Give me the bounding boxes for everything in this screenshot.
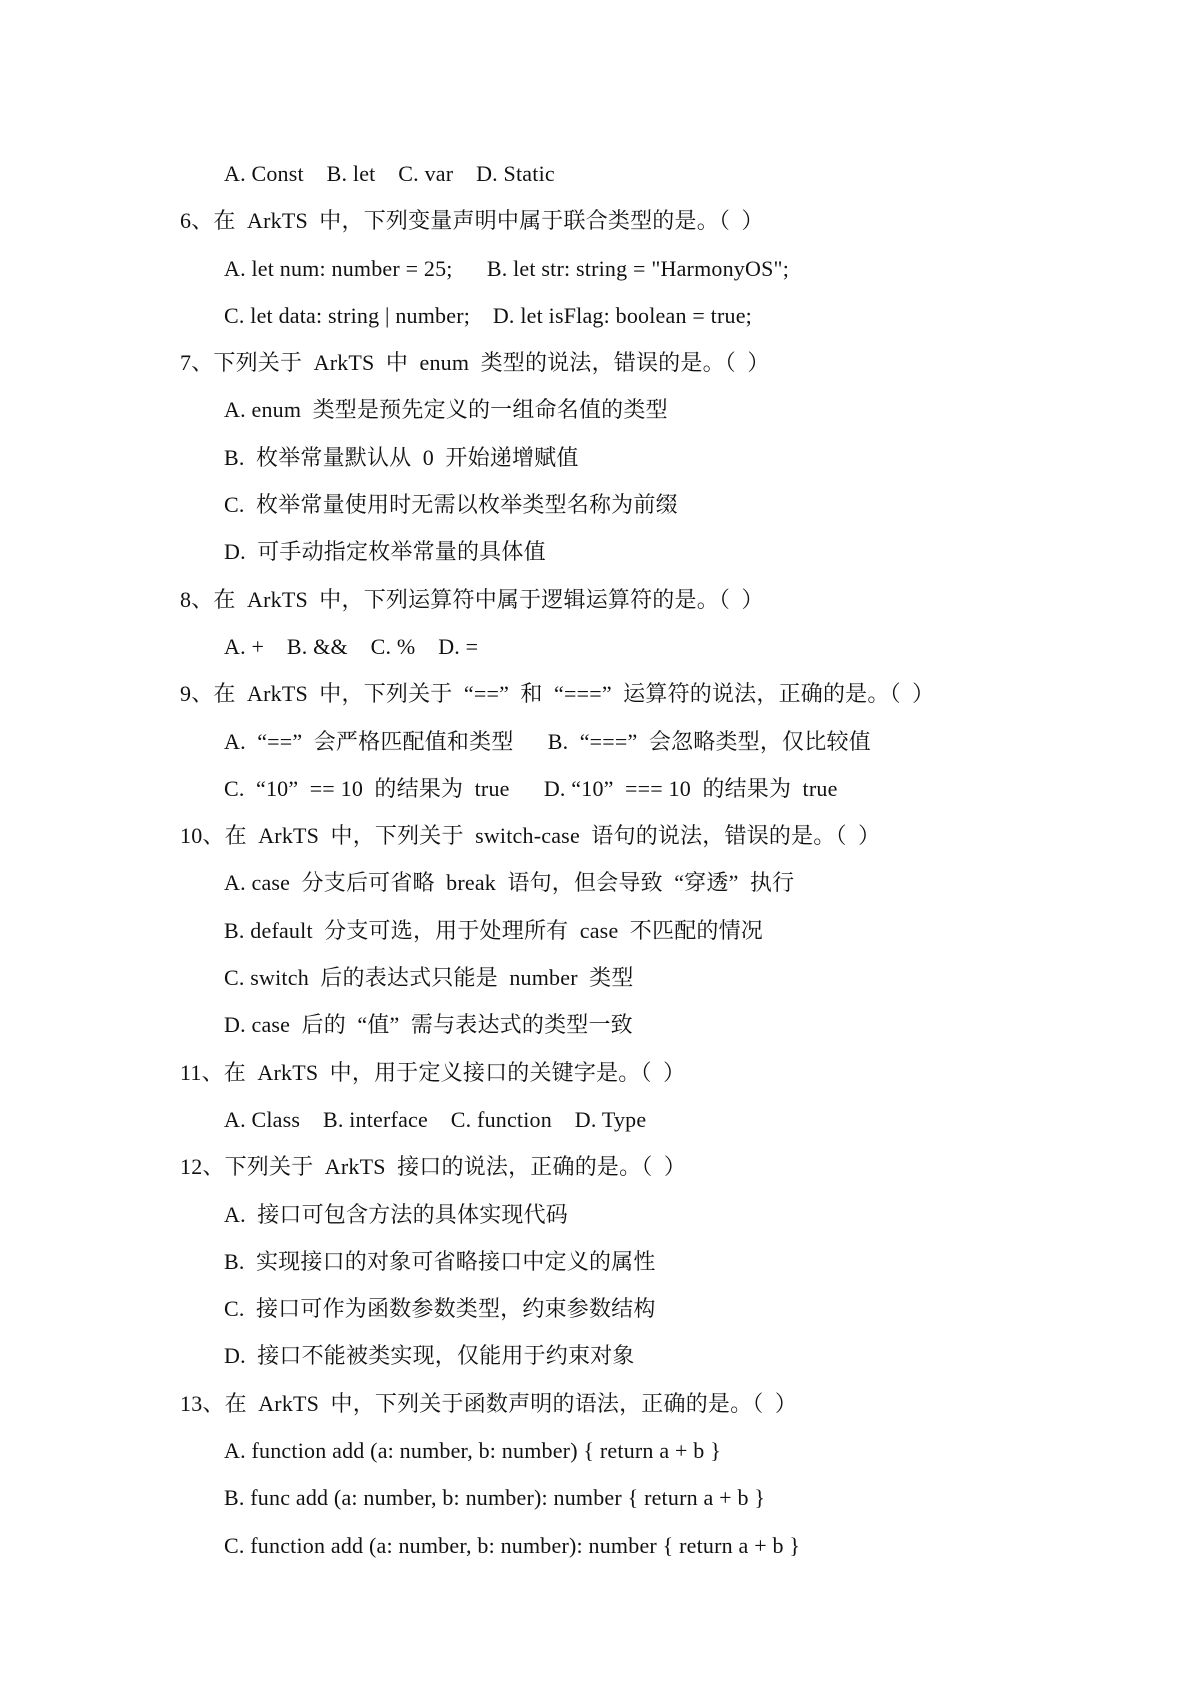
question-list (180, 150, 1080, 1569)
option-text: A. Const B. let C. var D. Static (224, 161, 555, 186)
question-text: 8、在 ArkTS 中，下列运算符中属于逻辑运算符的是。（ ） (180, 586, 764, 612)
option-text: C. function add (a: number, b: number): number { return a + b } (224, 1532, 801, 1558)
option-text: A. let num: number = 25; B. let str: string = "HarmonyOS"; (224, 255, 790, 281)
option-text: A. function add (a: number, b: number) { return a + b } (224, 1438, 721, 1464)
option-text: B. func add (a: number, b: number): number { return a + b } (224, 1485, 766, 1511)
question-text: 12、下列关于 ArkTS 接口的说法，正确的是。（ ） (180, 1154, 687, 1180)
option-text: D. case 后的 “值” 需与表达式的类型一致 (224, 1012, 633, 1038)
option-text: A. enum 类型是预先定义的一组命名值的类型 (224, 397, 668, 423)
option-text: A. 接口可包含方法的具体实现代码 (224, 1201, 568, 1227)
question-text: 7、下列关于 ArkTS 中 enum 类型的说法，错误的是。（ ） (180, 350, 770, 376)
option-text: B. 枚举常量默认从 0 开始递增赋值 (224, 444, 579, 470)
option-text: C. switch 后的表达式只能是 number 类型 (224, 965, 634, 991)
question-text: 11、在 ArkTS 中，用于定义接口的关键字是。（ ） (180, 1059, 686, 1085)
option-text: B. 实现接口的对象可省略接口中定义的属性 (224, 1248, 656, 1274)
question-text: 10、在 ArkTS 中，下列关于 switch-case 语句的说法，错误的是。（ ） (180, 823, 881, 849)
option-text: C. let data: string | number; D. let isFlag: boolean = true; (224, 302, 752, 328)
option-text: A. “==” 会严格匹配值和类型 B. “===” 会忽略类型，仅比较值 (224, 728, 871, 754)
question-text: 13、在 ArkTS 中，下列关于函数声明的语法，正确的是。（ ） (180, 1390, 798, 1416)
question-text: 9、在 ArkTS 中，下列关于 “==” 和 “===” 运算符的说法，正确的是。（ ） (180, 681, 935, 707)
option-text: A. + B. && C. % D. = (224, 633, 479, 659)
option-text: D. 接口不能被类实现，仅能用于约束对象 (224, 1343, 635, 1369)
option-text: A. Class B. interface C. function D. Type (224, 1106, 647, 1132)
option-text: A. case 分支后可省略 break 语句，但会导致 “穿透” 执行 (224, 870, 795, 896)
option-text: B. default 分支可选，用于处理所有 case 不匹配的情况 (224, 917, 764, 943)
question-text: 6、在 ArkTS 中，下列变量声明中属于联合类型的是。（ ） (180, 208, 764, 234)
option-text: D. 可手动指定枚举常量的具体值 (224, 539, 546, 565)
option-text: C. 接口可作为函数参数类型，约束参数结构 (224, 1296, 656, 1322)
option-text: C. 枚举常量使用时无需以枚举类型名称为前缀 (224, 492, 678, 518)
option-text: C. “10” == 10 的结果为 true D. “10” === 10 的结果为 true (224, 775, 838, 801)
